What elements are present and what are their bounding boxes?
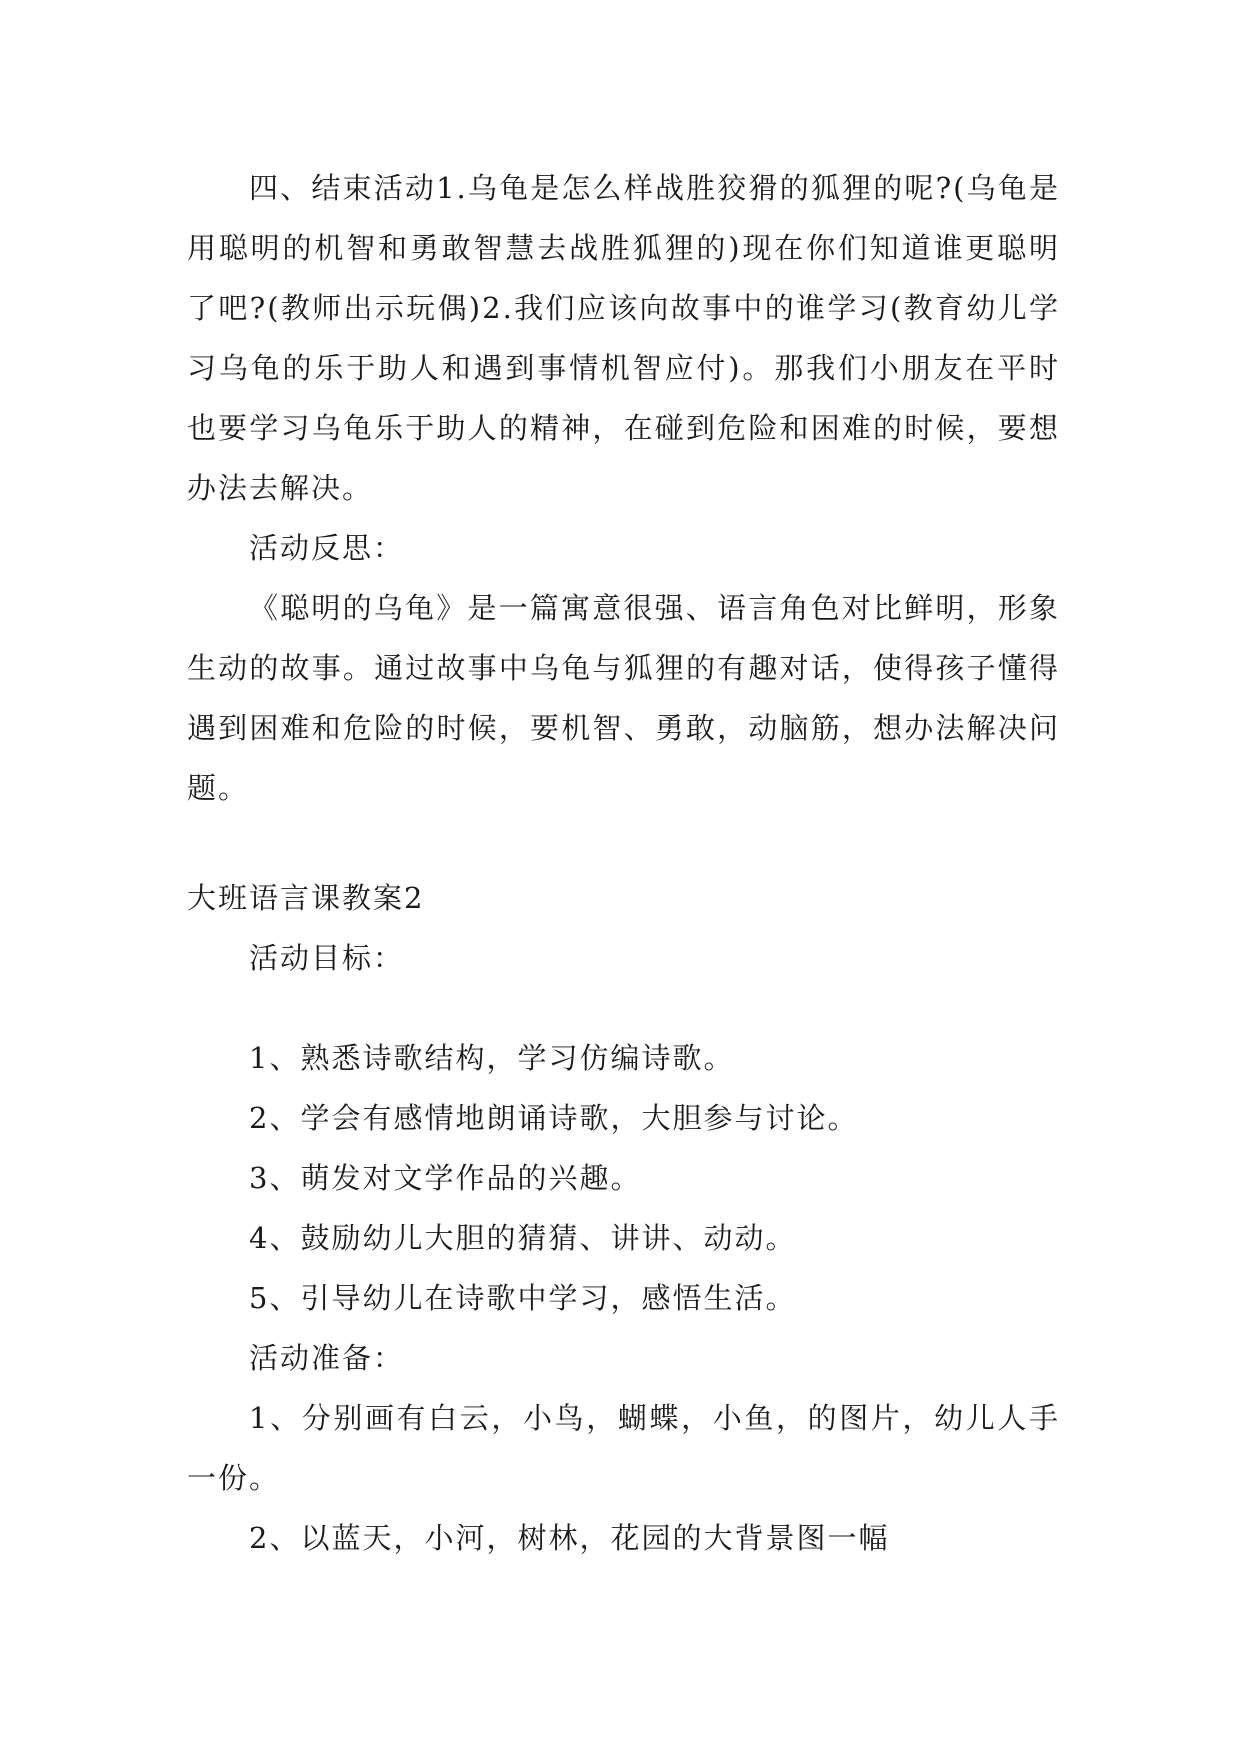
prep-heading: 活动准备： (249, 1341, 405, 1375)
document-page (187, 158, 1060, 1568)
goals-spacer (187, 988, 1060, 1028)
goal-item-1: 1、熟悉诗歌结构，学习仿编诗歌。 (249, 1041, 735, 1075)
goal-item-2: 2、学会有感情地朗诵诗歌，大胆参与讨论。 (249, 1101, 859, 1135)
reflection-heading: 活动反思： (249, 531, 405, 565)
prep-item-1: 1、分别画有白云，小鸟，蝴蝶，小鱼，的图片，幼儿人手一份。 (187, 1401, 1060, 1495)
goals-heading: 活动目标： (249, 941, 405, 975)
closing-activity-paragraph: 四、结束活动1.乌龟是怎么样战胜狡猾的狐狸的呢?(乌龟是用聪明的机智和勇敢智慧去战胜狐狸的)现在你们知道谁更聪明了吧?(教师出示玩偶)2.我们应该向故事中的谁学习(教育幼儿学习乌龟的乐于助人和遇到事情机智应付)。那我们小朋友在平时也要学习乌龟乐于助人的精神，在碰到危险和困难的时候，要想办法去解决。 (187, 171, 1060, 505)
lesson-title: 大班语言课教案2 (187, 881, 425, 915)
goal-item-3: 3、萌发对文学作品的兴趣。 (249, 1161, 642, 1195)
goal-item-4: 4、鼓励幼儿大胆的猜猜、讲讲、动动。 (249, 1221, 797, 1255)
section-spacer (187, 818, 1060, 868)
reflection-paragraph: 《聪明的乌龟》是一篇寓意很强、语言角色对比鲜明，形象生动的故事。通过故事中乌龟与狐狸的有趣对话，使得孩子懂得遇到困难和危险的时候，要机智、勇敢，动脑筋，想办法解决问题。 (187, 591, 1060, 805)
prep-item-2: 2、以蓝天，小河，树林，花园的大背景图一幅 (249, 1521, 890, 1555)
goal-item-5: 5、引导幼儿在诗歌中学习，感悟生活。 (249, 1281, 797, 1315)
